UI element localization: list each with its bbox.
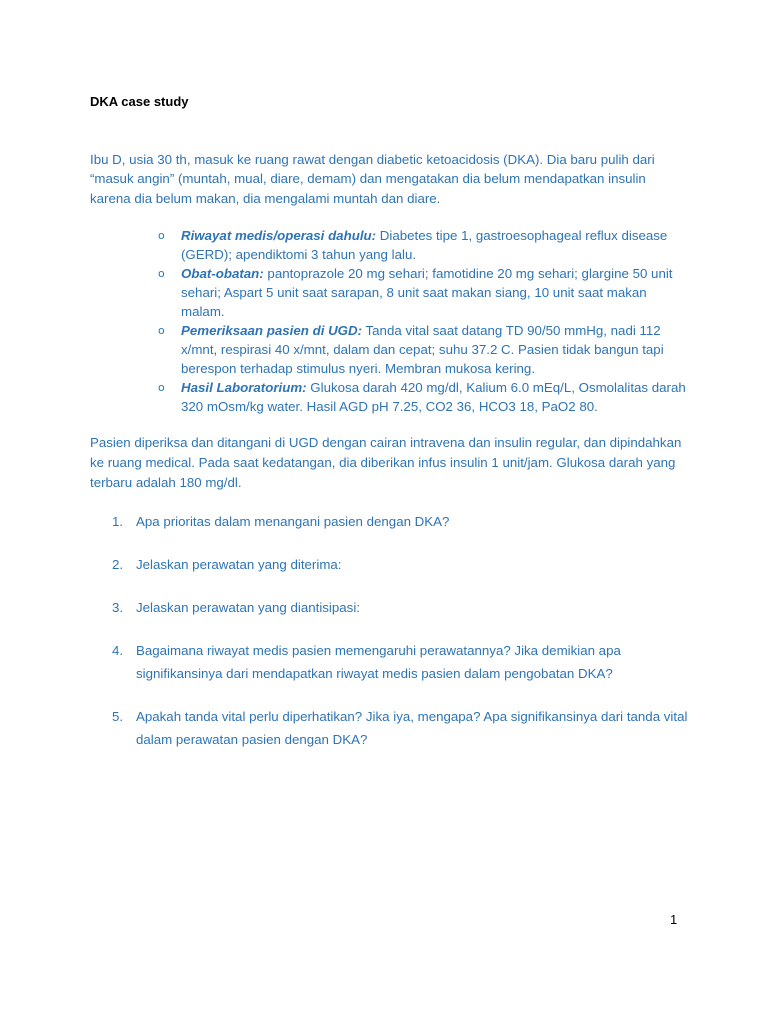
page-number: 1 <box>670 912 678 927</box>
case-details-list <box>90 226 690 416</box>
question-number: 1. <box>112 514 124 529</box>
bullet-label: Obat-obatan: <box>181 266 264 281</box>
bullet-marker: o <box>158 324 165 337</box>
bullet-text: Tanda vital saat datang TD 90/50 mmHg, nadi 112 x/mnt, respirasi 40 x/mnt, dalam dan cepat; suhu 37.2 C. Pasien tidak bangun tapi berespon terhadap stimulus nyeri. Membran mukosa kering. <box>181 323 664 376</box>
bullet-marker: o <box>158 267 165 280</box>
bullet-label: Hasil Laboratorium: <box>181 380 307 395</box>
question-text: Apa prioritas dalam menangani pasien dengan DKA? <box>136 514 450 529</box>
bullet-label: Pemeriksaan pasien di UGD: <box>181 323 363 338</box>
question-number: 2. <box>112 557 124 572</box>
question-item <box>90 639 690 685</box>
question-item <box>90 705 690 751</box>
bullet-text: Glukosa darah 420 mg/dl, Kalium 6.0 mEq/L, Osmolalitas darah 320 mOsm/kg water. Hasil AGD pH 7.25, CO2 36, HCO3 18, PaO2 80. <box>181 380 686 414</box>
question-number: 5. <box>112 709 124 724</box>
question-item <box>90 553 690 576</box>
question-item <box>90 596 690 619</box>
document-title: DKA case study <box>90 94 189 109</box>
question-number: 3. <box>112 600 124 615</box>
intro-paragraph <box>90 150 690 208</box>
intro-text: Ibu D, usia 30 th, masuk ke ruang rawat dengan diabetic ketoacidosis (DKA). Dia baru pulih dari “masuk angin” (muntah, mual, diare, demam) dan mengatakan dia belum mendapatkan insulin karena dia belum makan, dia mengalami muntah dan diare. <box>90 152 655 206</box>
question-text: Jelaskan perawatan yang diantisipasi: <box>136 600 360 615</box>
question-number: 4. <box>112 643 124 658</box>
bullet-item-laboratorium <box>90 378 690 416</box>
question-item <box>90 510 690 533</box>
bullet-text: pantoprazole 20 mg sehari; famotidine 20 mg sehari; glargine 50 unit sehari; Aspart 5 unit saat sarapan, 8 unit saat makan siang, 10 unit saat makan malam. <box>181 266 673 319</box>
bullet-marker: o <box>158 381 165 394</box>
bullet-item-riwayat <box>90 226 690 264</box>
bullet-text: Diabetes tipe 1, gastroesophageal reflux disease (GERD); apendiktomi 3 tahun yang lalu. <box>181 228 668 262</box>
bullet-item-obat <box>90 264 690 321</box>
question-text: Apakah tanda vital perlu diperhatikan? Jika iya, mengapa? Apa signifikansinya dari tanda vital dalam perawatan pasien dengan DKA? <box>136 709 688 747</box>
bullet-item-pemeriksaan <box>90 321 690 378</box>
question-text: Bagaimana riwayat medis pasien memengaruhi perawatannya? Jika demikian apa signifikansinya dari mendapatkan riwayat medis pasien dalam pengobatan DKA? <box>136 643 621 681</box>
treatment-paragraph: Pasien diperiksa dan ditangani di UGD dengan cairan intravena dan insulin regular, dan dipindahkan ke ruang medical. Pada saat kedatangan, dia diberikan infus insulin 1 unit/jam. Glukosa darah yang terbaru adalah 180 mg/dl. <box>90 435 682 490</box>
bullet-marker: o <box>158 229 165 242</box>
bullet-label: Riwayat medis/operasi dahulu: <box>181 228 377 243</box>
question-text: Jelaskan perawatan yang diterima: <box>136 557 342 572</box>
questions-list <box>90 510 690 771</box>
